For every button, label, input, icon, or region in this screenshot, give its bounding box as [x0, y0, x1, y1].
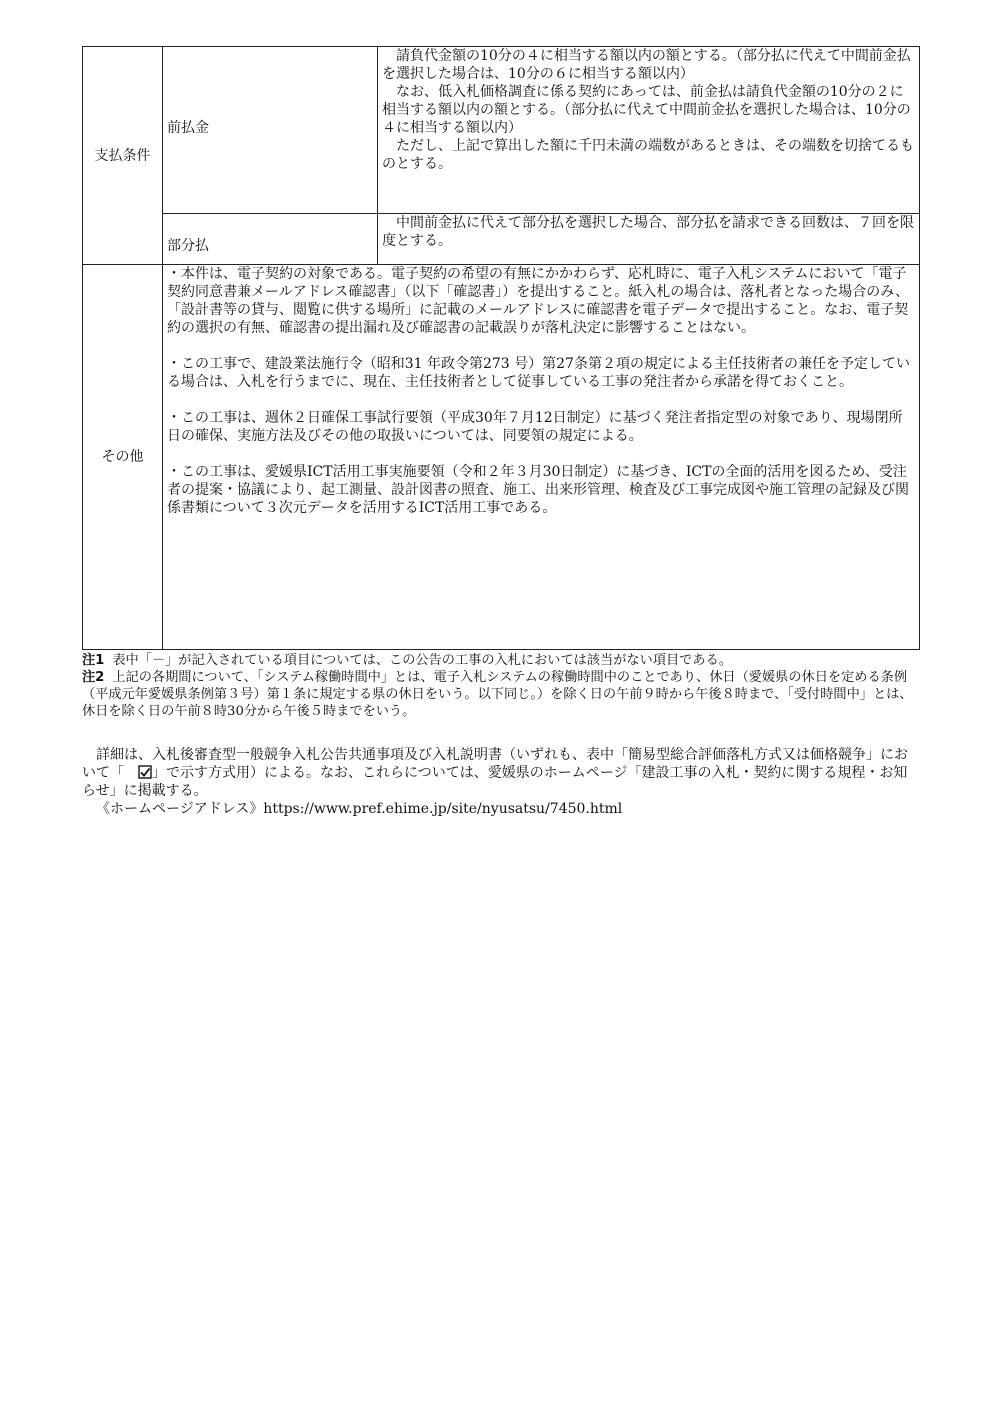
- other-paragraph: ・この工事は、愛媛県ICT活用工事実施要領（令和２年３月30日制定）に基づき、ICTの全面的活用を図るため、受注者の提案・協議により、起工測量、設計図書の照査、施工、出来形管理、検査及び工事完成図や施工管理の記録及び関係書類について３次元データを活用するICT活用工事である。: [167, 464, 909, 516]
- note-text: 表中「－」が記入されている項目については、この公告の工事の入札においては該当がない項目である。: [112, 653, 732, 668]
- table-row: [83, 265, 920, 650]
- notes: [82, 652, 920, 720]
- other-paragraph: ・この工事は、週休２日確保工事試行要領（平成30年７月12日制定）に基づく発注者指定型の対象であり、現場閉所日の確保、実施方法及びその他の取扱いについては、同要領の規定による。: [167, 410, 903, 444]
- note-text: 上記の各期間について、「システム稼働時間中」とは、電子入札システムの稼働時間中のことであり、休日（愛媛県の休日を定める条例（平成元年愛媛県条例第３号）第１条に規定する県の休日をいう。以下同じ。）を除く日の午前９時から午後８時まで、「受付時間中」とは、休日を除く日の午前８時30分から午後５時までをいう。: [82, 670, 913, 719]
- advance-payment-paragraph: 請負代金額の10分の４に相当する額以内の額とする。（部分払に代えて中間前金払を選択した場合は、10分の６に相当する額以内）: [382, 48, 911, 82]
- partial-payment-text: [378, 214, 920, 265]
- details-text-before: 詳細は、入札後審査型一般競争入札公告共通事項及び入札説明書（いずれも、表中「簡易型総合評価落札方式又は価格競争」において「: [82, 747, 908, 781]
- details-text-after: 」で示す方式用）による。なお、これらについては、愛媛県のホームページ「建設工事の入札・契約に関する規程・お知らせ」に掲載する。: [82, 765, 908, 799]
- note-item: [82, 669, 920, 720]
- other-paragraph: ・本件は、電子契約の対象である。電子契約の希望の有無にかかわらず、応札時に、電子入札システムにおいて「電子契約同意書兼メールアドレス確認書」（以下「確認書」）を提出すること。紙入札の場合は、落札者となった場合のみ、「設計書等の貸与、閲覧に供する場所」に記載のメールアドレスに確認書を電子データで提出すること。なお、電子契約の選択の有無、確認書の提出漏れ及び確認書の記載誤りが落札決定に影響することはない。: [167, 266, 910, 336]
- advance-payment-label-text: 前払金: [167, 120, 209, 136]
- payment-conditions-label: 支払条件: [83, 47, 163, 265]
- note-marker: 注1: [82, 653, 105, 668]
- homepage-address: 《ホームページアドレス》https://www.pref.ehime.jp/site/nyusatsu/7450.html: [96, 801, 623, 817]
- note-item: [82, 652, 920, 669]
- advance-payment-paragraph: なお、低入札価格調査に係る契約にあっては、前金払は請負代金額の10分の２に相当する額以内の額とする。（部分払に代えて中間前金払を選択した場合は、10分の４に相当する額以内）: [382, 84, 911, 136]
- other-text: [163, 265, 920, 650]
- conditions-table: [82, 46, 920, 650]
- note-marker: 注2: [82, 670, 105, 685]
- advance-payment-label: [163, 47, 378, 214]
- partial-payment-label: [163, 214, 378, 265]
- details-section: [82, 746, 920, 818]
- table-row: [83, 214, 920, 265]
- advance-payment-paragraph: ただし、上記で算出した額に千円未満の端数があるときは、その端数を切捨てるものとする。: [382, 138, 914, 172]
- page: [82, 46, 920, 818]
- checked-box-icon: [124, 764, 152, 782]
- details-paragraph: [82, 746, 920, 800]
- partial-payment-paragraph: 中間前金払に代えて部分払を選択した場合、部分払を請求できる回数は、７回を限度とする。: [382, 215, 914, 249]
- table-row: [83, 47, 920, 214]
- other-label: その他: [83, 265, 163, 650]
- advance-payment-text: [378, 47, 920, 214]
- other-paragraph: ・この工事で、建設業法施行令（昭和31 年政令第273 号）第27条第２項の規定による主任技術者の兼任を予定している場合は、入札を行うまでに、現在、主任技術者として従事している工事の発注者から承諾を得ておくこと。: [167, 356, 910, 390]
- partial-payment-label-text: 部分払: [167, 238, 209, 254]
